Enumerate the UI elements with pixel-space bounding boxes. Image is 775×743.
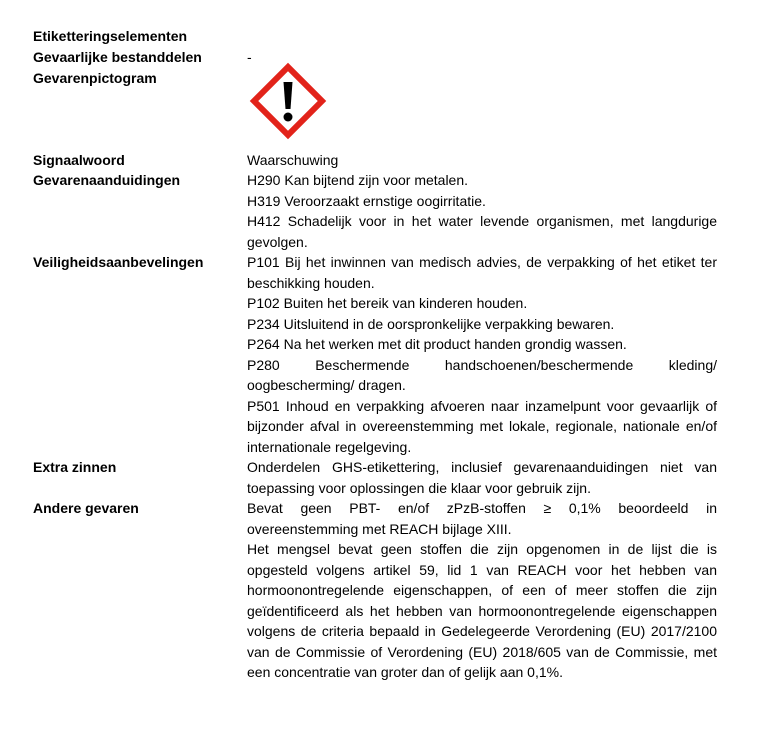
signal-word-value: Waarschuwing [247, 151, 339, 168]
extra-phrases-value: Onderdelen GHS-etikettering, inclusief gevarenaanduidingen niet van toepassing voor oplossingen die klaar voor gebruik zijn. [247, 459, 717, 496]
row-hazardous-components [33, 47, 723, 68]
row-signal-word [33, 150, 723, 171]
hazard-statement: H412 Schadelijk voor in het water levende organismen, met langdurige gevolgen. [247, 213, 717, 250]
other-hazards-list [247, 498, 717, 683]
other-hazard-statement: Bevat geen PBT- en/of zPzB-stoffen ≥ 0,1% beoordeeld in overeenstemming met REACH bijlage XIII. [247, 500, 717, 537]
extra-phrases-label: Extra zinnen [33, 459, 117, 475]
pictogram-label: Gevarenpictogram [33, 69, 157, 86]
labelling-elements-section [33, 26, 723, 683]
hazard-statement: H290 Kan bijtend zijn voor metalen. [247, 172, 469, 188]
row-hazard-statements [33, 170, 723, 252]
hazard-statements-list [247, 170, 717, 252]
precautionary-statement: P264 Na het werken met dit product handen grondig wassen. [247, 336, 627, 352]
precautionary-statement: P234 Uitsluitend in de oorspronkelijke verpakking bewaren. [247, 315, 615, 332]
precautionary-statements-label: Veiligheidsaanbevelingen [33, 254, 204, 270]
ghs07-exclamation-mark-icon [249, 62, 327, 140]
other-hazard-statement: Het mengsel bevat geen stoffen die zijn opgenomen in de lijst die is opgesteld volgens artikel 59, lid 1 van REACH voor het hebben van hormoonontregelende eigenschappen, of een of meer stoffen die zijn geïdentificeerd als het hebben van hormoonontregelende eigenschappen volgens de criteria bepaald in Gedelegeerde Verordening (EU) 2017/2100 van de Commissie of Verordening (EU) 2018/605 van de Commissie, met een concentratie van groter dan of gelijk aan 0,1%. [247, 541, 717, 680]
hazard-statement: H319 Veroorzaakt ernstige oogirritatie. [247, 192, 486, 209]
precautionary-statements-list [247, 252, 717, 457]
precautionary-statement: P501 Inhoud en verpakking afvoeren naar inzamelpunt voor gevaarlijk of bijzonder afval in overeenstemming met lokale, regionale, nationale en/of internationale regelgeving. [247, 397, 717, 455]
precautionary-statement: P280 Beschermende handschoenen/beschermende kleding/ oogbescherming/ dragen. [247, 356, 717, 393]
row-precautionary-statements [33, 252, 723, 457]
row-pictogram [33, 68, 723, 150]
hazardous-components-label: Gevaarlijke bestanddelen [33, 49, 202, 65]
precautionary-statement: P101 Bij het inwinnen van medisch advies, de verpakking of het etiket ter beschikking houden. [247, 254, 717, 291]
row-extra-phrases [33, 457, 723, 498]
other-hazards-label: Andere gevaren [33, 500, 139, 516]
row-other-hazards [33, 498, 723, 683]
signal-word-label: Signaalwoord [33, 151, 125, 168]
hazard-statements-label: Gevarenaanduidingen [33, 172, 181, 188]
precautionary-statement: P102 Buiten het bereik van kinderen houden. [247, 295, 528, 311]
section-title: Etiketteringselementen [33, 28, 188, 44]
hazardous-components-value: - [247, 49, 252, 65]
